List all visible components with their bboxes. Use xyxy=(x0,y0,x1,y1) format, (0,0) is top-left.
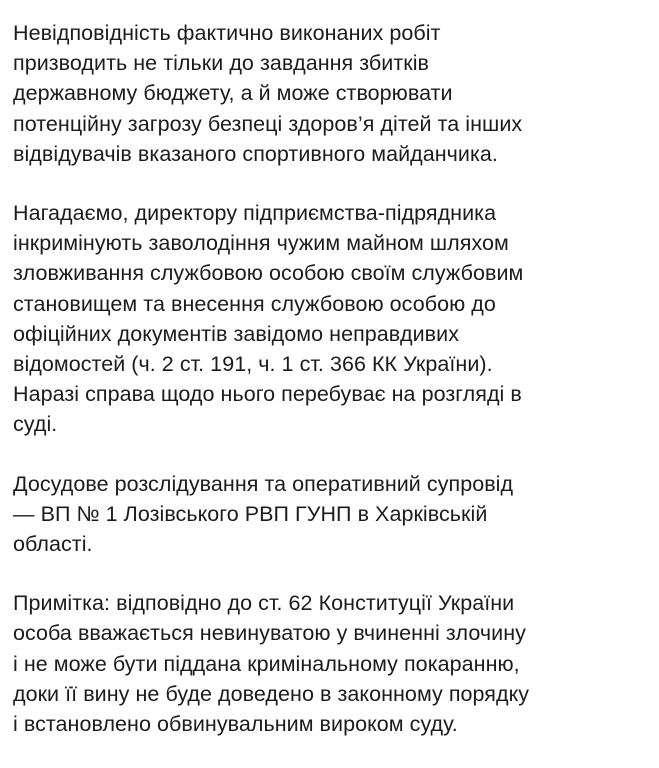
text-line: і встановлено обвинувальним вироком суду. xyxy=(13,712,458,737)
text-line: Досудове розслідування та оперативний супровід xyxy=(13,471,514,496)
post-body xyxy=(13,18,653,768)
text-line: відвідувачів вказаного спортивного майданчика. xyxy=(13,141,498,166)
paragraph-investigation xyxy=(13,469,653,560)
text-line: Невідповідність фактично виконаних робіт xyxy=(13,21,441,45)
text-line: офіційних документів завідомо неправдивих xyxy=(13,321,460,346)
text-line: інкримінують заволодіння чужим майном шляхом xyxy=(13,231,509,256)
text-line: становищем та внесення службовою особою до xyxy=(13,291,496,316)
text-line: і не може бути піддана кримінальному покаранню, xyxy=(13,651,520,676)
text-line: доки її вину не буде доведено в законному порядку xyxy=(13,681,530,706)
text-line: Примітка: відповідно до ст. 62 Конституції України xyxy=(13,591,515,616)
text-line: відомостей (ч. 2 ст. 191, ч. 1 ст. 366 КК України). xyxy=(13,352,493,377)
text-line: державному бюджету, а й може створювати xyxy=(13,81,453,106)
text-line: особа вважається невинуватою у вчиненні злочину xyxy=(13,621,526,646)
paragraph-charges xyxy=(13,198,653,440)
text-line: зловживання службовою особою своїм службовим xyxy=(13,261,524,286)
paragraph-damage xyxy=(13,18,653,169)
text-line: Нагадаємо, директору підприємства-підрядника xyxy=(13,201,497,226)
text-line: — ВП № 1 Лозівського РВП ГУНП в Харківській xyxy=(13,501,488,526)
text-line: суді. xyxy=(13,412,58,437)
text-line: потенційну загрозу безпеці здоров’я дітей та інших xyxy=(13,111,523,136)
text-line: Наразі справа щодо нього перебуває на розгляді в xyxy=(13,382,522,407)
text-line: призводить не тільки до завдання збитків xyxy=(13,51,430,76)
paragraph-note xyxy=(13,588,653,739)
text-line: області. xyxy=(13,532,93,557)
